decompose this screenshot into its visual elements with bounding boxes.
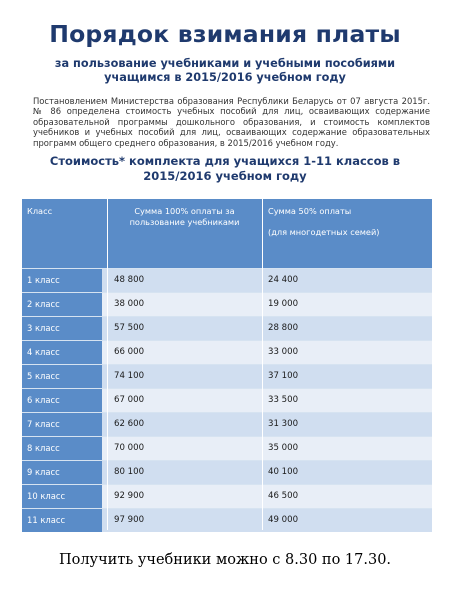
table-row <box>22 485 432 508</box>
table-row <box>22 437 432 460</box>
row-full-payment: 67 000 <box>114 395 145 405</box>
table-row <box>22 413 432 436</box>
table-row <box>22 317 432 340</box>
row-half-payment: 40 100 <box>268 467 299 477</box>
row-full-payment: 66 000 <box>114 347 145 357</box>
cost-heading-line-2: 2015/2016 учебном году <box>143 169 307 183</box>
cost-heading <box>40 154 410 184</box>
row-full-payment: 97 900 <box>114 515 145 525</box>
row-full-payment: 57 500 <box>114 323 145 333</box>
row-class-label: 10 класс <box>22 485 102 508</box>
row-class-label: 8 класс <box>22 437 102 460</box>
row-class-label: 11 класс <box>22 509 102 532</box>
table-row <box>22 365 432 388</box>
table-row <box>22 341 432 364</box>
table-row <box>22 509 432 532</box>
price-table <box>22 199 432 530</box>
header-half-line-2: (для многодетных семей) <box>268 227 380 237</box>
row-half-payment: 37 100 <box>268 371 299 381</box>
column-divider <box>107 199 108 530</box>
row-class-label: 9 класс <box>22 461 102 484</box>
page-title: Порядок взимания платы <box>49 20 401 48</box>
row-full-payment: 38 000 <box>114 299 145 309</box>
footer-note: Получить учебники можно с 8.30 по 17.30. <box>58 552 392 568</box>
row-class-label: 2 класс <box>22 293 102 316</box>
row-class-label: 6 класс <box>22 389 102 412</box>
table-row <box>22 269 432 292</box>
header-full-payment <box>107 206 262 275</box>
row-full-payment: 48 800 <box>114 275 145 285</box>
row-half-payment: 33 000 <box>268 347 299 357</box>
row-full-payment: 74 100 <box>114 371 145 381</box>
row-class-label: 5 класс <box>22 365 102 388</box>
row-half-payment: 46 500 <box>268 491 299 501</box>
table-header <box>22 199 432 268</box>
regulation-paragraph: Постановлением Министерства образования Республики Беларусь от 07 августа 2015г. № 86 определена стоимость учебных пособий для лиц, осваивающих содержание образовательной программы дошкольного образования, и стоимость комплектов учебников и учебных пособий для лиц, осваивающих содержание образовательных программ общего среднего образования, в 2015/2016 учебном году. <box>33 96 430 148</box>
column-divider <box>262 199 263 530</box>
row-class-label: 1 класс <box>22 269 102 292</box>
row-half-payment: 35 000 <box>268 443 299 453</box>
table-row <box>22 461 432 484</box>
header-full-line-2: пользование учебниками <box>129 217 240 227</box>
row-half-payment: 28 800 <box>268 323 299 333</box>
row-class-label: 4 класс <box>22 341 102 364</box>
header-class: Класс <box>27 206 53 216</box>
page-subtitle <box>40 57 410 85</box>
row-full-payment: 92 900 <box>114 491 145 501</box>
subtitle-line-2: учащимся в 2015/2016 учебном году <box>104 71 346 84</box>
header-half-payment <box>268 206 433 275</box>
row-half-payment: 24 400 <box>268 275 299 285</box>
table-row <box>22 293 432 316</box>
row-class-label: 7 класс <box>22 413 102 436</box>
cost-heading-line-1: Стоимость* комплекта для учащихся 1-11 классов в <box>49 154 401 168</box>
row-half-payment: 31 300 <box>268 419 299 429</box>
row-half-payment: 33 500 <box>268 395 299 405</box>
row-half-payment: 19 000 <box>268 299 299 309</box>
header-full-line-1: Сумма 100% оплаты за <box>134 206 235 216</box>
row-half-payment: 49 000 <box>268 515 299 525</box>
header-half-line-1: Сумма 50% оплаты <box>268 206 352 216</box>
subtitle-line-1: за пользование учебниками и учебными пособиями <box>54 57 396 70</box>
row-class-label: 3 класс <box>22 317 102 340</box>
table-row <box>22 389 432 412</box>
row-full-payment: 80 100 <box>114 467 145 477</box>
row-full-payment: 62 600 <box>114 419 145 429</box>
row-full-payment: 70 000 <box>114 443 145 453</box>
